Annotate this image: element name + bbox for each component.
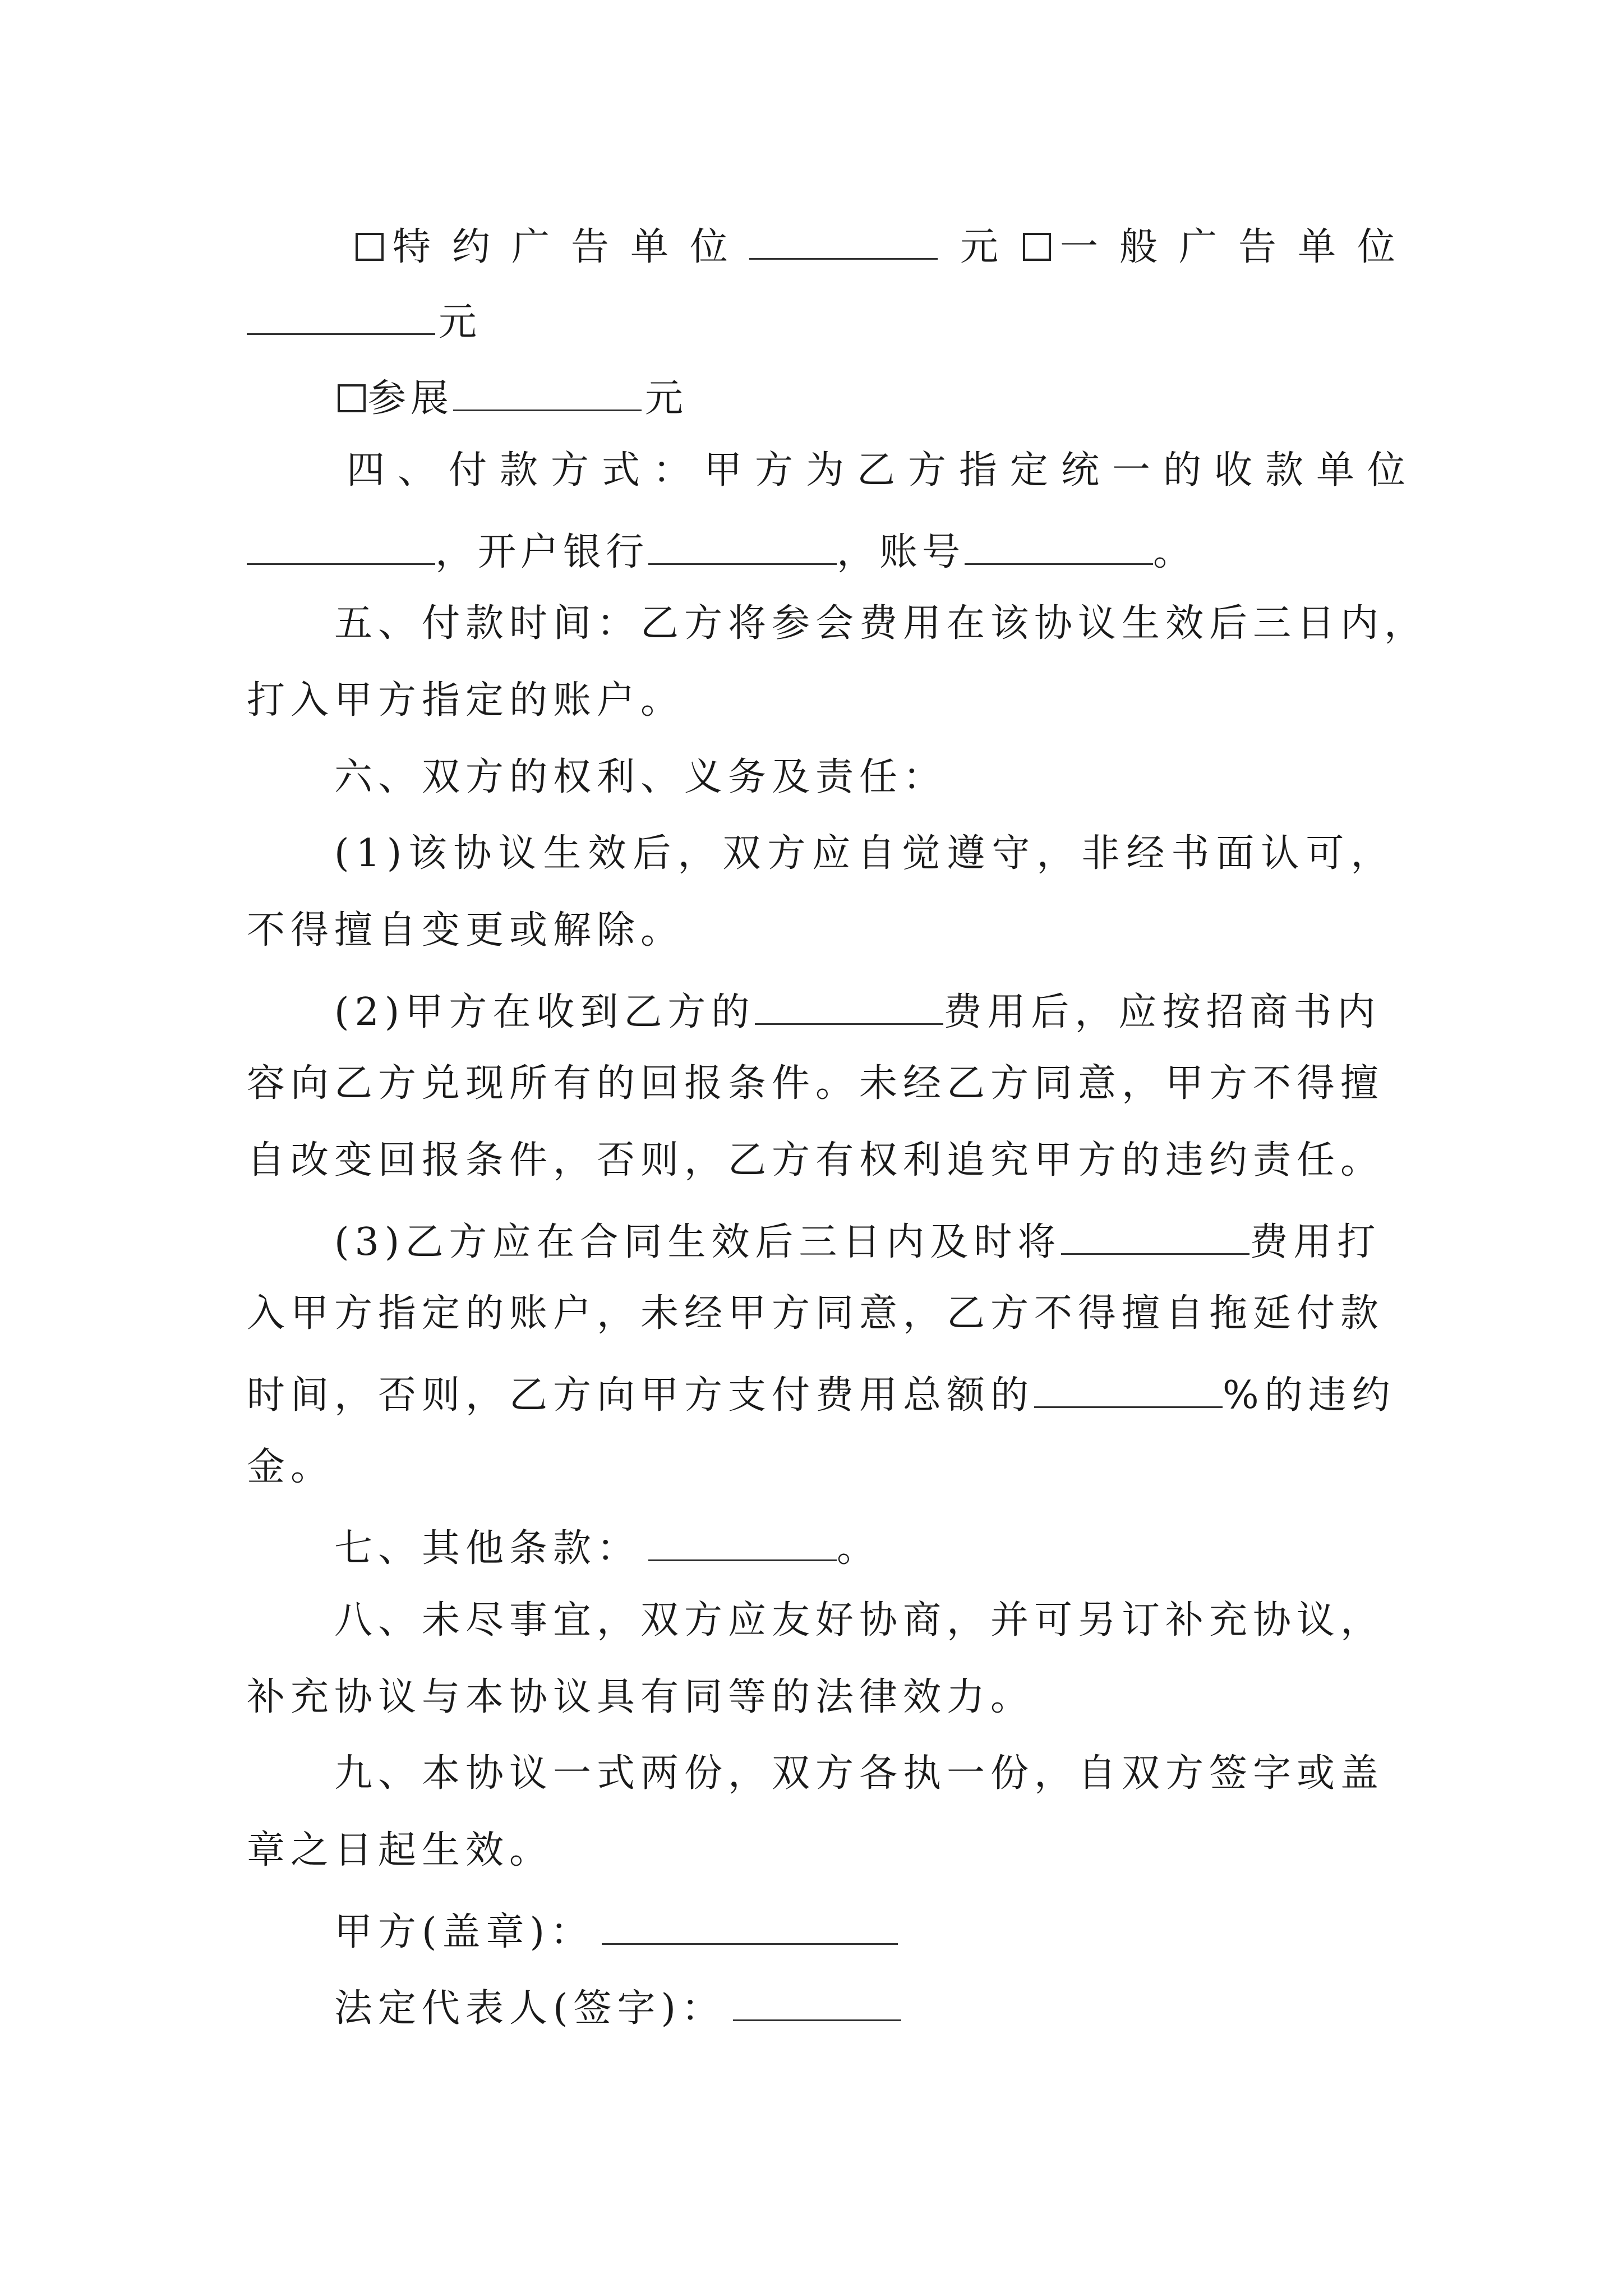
legal-rep-line <box>334 1985 901 2031</box>
copies-text: 九、本协议一式两份，双方各执一份，自双方签字或盖 <box>334 1751 1385 1796</box>
clause-3-cont-2 <box>247 1372 1396 1418</box>
special-sponsor-label: 特约广告单位 <box>393 225 750 269</box>
legal-rep-label: 法定代表人(签字)： <box>334 1986 726 2031</box>
party-a-seal-line <box>334 1908 898 1952</box>
party-a-seal-label: 甲方(盖章)： <box>334 1910 594 1954</box>
clause-2-text-cont-2: 自改变回报条件，否则，乙方有权利追究甲方的违约责任。 <box>247 1138 1385 1182</box>
clause-3-cont-3 <box>247 1445 335 1489</box>
supplement-line <box>334 1598 1385 1642</box>
bank-label: ，开户银行 <box>435 530 649 574</box>
clause-2-cont-1 <box>247 1061 1385 1106</box>
clause-1-cont <box>247 908 685 953</box>
clause-2-line <box>334 988 1381 1032</box>
clause-2-text-b: 费用后，应按招商书内 <box>943 990 1381 1034</box>
clause-3-text: (3)乙方应在合同生效后三日内及时将 <box>334 1220 1062 1264</box>
supplement-text-cont: 补充协议与本协议具有同等的法律效力。 <box>247 1675 1035 1719</box>
supplement-text: 八、未尽事宜，双方应友好协商，并可另订补充协议， <box>334 1598 1385 1642</box>
payment-time-cont <box>247 678 685 723</box>
legal-rep-signature-blank[interactable] <box>733 1985 901 2021</box>
clause-1-text-cont: 不得擅自变更或解除。 <box>247 908 685 953</box>
party-a-seal-blank[interactable] <box>602 1908 898 1945</box>
general-sponsor-label: 一般广告单位 <box>1060 225 1417 269</box>
copies-cont <box>247 1828 554 1872</box>
period: 。 <box>1153 530 1196 574</box>
payment-time-text-cont: 打入甲方指定的账户。 <box>247 678 685 723</box>
exhibitor-amount-blank[interactable] <box>453 375 642 411</box>
clause-2-text-cont-1: 容向乙方兑现所有的回报条件。未经乙方同意，甲方不得擅 <box>247 1061 1385 1106</box>
payment-method-text: 四、付款方式：甲方为乙方指定统一的收款单位 <box>347 448 1419 493</box>
special-sponsor-checkbox[interactable] <box>356 233 384 261</box>
special-sponsor-amount-blank[interactable] <box>749 223 938 260</box>
clause-3-text-cont-3: 金。 <box>247 1445 335 1489</box>
clause-3-cont-1 <box>247 1291 1385 1336</box>
rights-heading-text: 六、双方的权利、义务及责任： <box>334 755 947 799</box>
other-terms-line <box>334 1525 881 1571</box>
other-terms-blank[interactable] <box>648 1525 837 1561</box>
yuan-label: 元 <box>960 225 1020 269</box>
account-label: ，账号 <box>837 530 965 574</box>
payment-method-line <box>347 448 1419 493</box>
yuan-label: 元 <box>439 300 482 344</box>
clause-1-line <box>334 831 1396 876</box>
general-sponsor-amount-blank[interactable] <box>247 298 435 335</box>
supplement-cont <box>247 1675 1035 1719</box>
clause-2-cont-2 <box>247 1138 1385 1182</box>
clause-2-text: (2)甲方在收到乙方的 <box>334 990 755 1034</box>
exhibitor-line <box>338 375 688 421</box>
copies-line <box>334 1751 1385 1796</box>
exhibitor-checkbox[interactable] <box>338 384 366 412</box>
bank-account-line <box>247 528 1196 572</box>
period: 。 <box>837 1526 881 1571</box>
clause-2-fee-blank[interactable] <box>755 988 943 1025</box>
general-sponsor-amount-line <box>247 298 481 342</box>
clause-3-fee-blank[interactable] <box>1061 1218 1249 1255</box>
general-sponsor-checkbox[interactable] <box>1023 233 1051 261</box>
exhibitor-label: 参展 <box>368 376 454 421</box>
payment-time-line <box>334 601 1428 646</box>
rights-heading <box>334 755 947 799</box>
clause-3-text-b: 费用打 <box>1249 1220 1381 1264</box>
clause-1-text: (1)该协议生效后，双方应自觉遵守，非经书面认可， <box>334 831 1396 876</box>
other-terms-label: 七、其他条款： <box>334 1526 641 1571</box>
account-blank[interactable] <box>965 528 1153 565</box>
payee-blank[interactable] <box>247 528 435 565</box>
payment-time-text: 五、付款时间：乙方将参会费用在该协议生效后三日内， <box>334 601 1428 646</box>
copies-text-cont: 章之日起生效。 <box>247 1828 554 1872</box>
clause-3-text-cont-1: 入甲方指定的账户，未经甲方同意，乙方不得擅自拖延付款 <box>247 1291 1385 1336</box>
clause-3-text-cont-2: 时间，否则，乙方向甲方支付费用总额的 <box>247 1373 1035 1418</box>
ad-options-line <box>356 223 1417 269</box>
bank-blank[interactable] <box>648 528 837 565</box>
clause-3-line <box>334 1218 1381 1262</box>
penalty-percent-blank[interactable] <box>1034 1372 1223 1408</box>
clause-3-text-cont-2b: %的违约 <box>1223 1373 1396 1418</box>
yuan-label: 元 <box>645 376 688 421</box>
